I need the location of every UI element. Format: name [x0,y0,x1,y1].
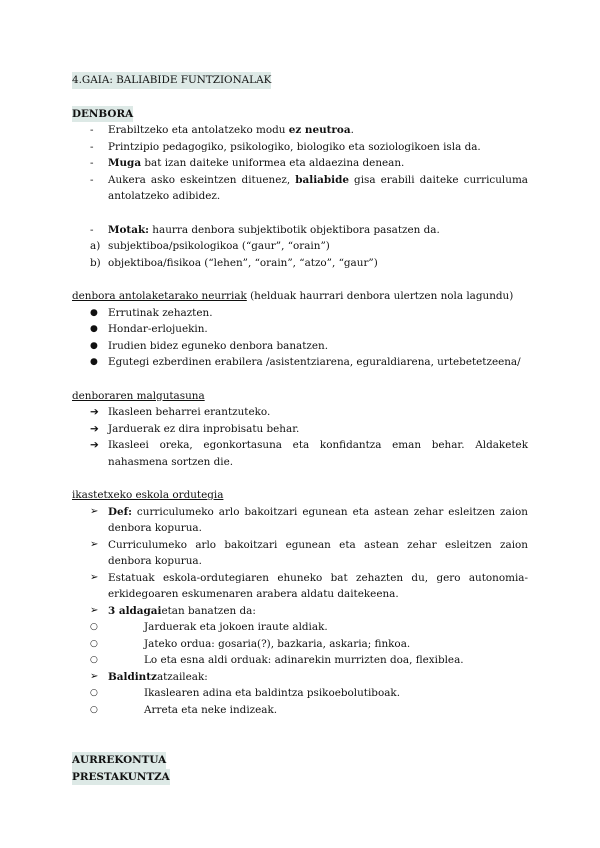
malgutasuna-list [72,404,528,470]
list-item: ○ Ikaslearen adina eta baldintza psikoebolutiboak. [72,685,528,702]
bullet-icon: ● [90,340,98,351]
list-item: ➢ Estatuak eskola-ordutegiaren ehuneko bat zehazten du, gero autonomia-erkidegoaren eskumenaren arabera aldatu daitekeena. [90,571,528,600]
list-item: - Printzipio pedagogiko, psikologiko, biologiko eta soziologikoen isla da. [90,140,481,153]
section-denbora [72,106,528,272]
list-item: ➢ 3 aldagaietan banatzen da: [72,603,528,620]
triangle-arrow-icon: ➢ [90,604,99,616]
list-item: a) subjektiboa/psikologikoa (“gaur”, “orain”) [90,240,330,252]
section-malgutasuna [72,388,528,471]
list-item: ➢ Curriculumeko arlo bakoitzari egunean eta astean zehar esleitzen zaion denbora kopurua. [90,538,528,567]
baldintza-sublist [72,685,528,718]
list-item: ● Egutegi ezberdinen erabilera /asistentziarena, eguraldiarena, urtebetetzeena/ [72,354,528,371]
list-item: ➔ Ikasleei oreka, egonkortasuna eta konfidantza eman behar. Aldaketek nahasmena sortzen die. [90,439,528,468]
list-item: - Aukera asko eskeintzen dituenez, baliabide gisa erabili daiteke curriculuma antolatzeko adibidez. [90,173,528,202]
neurriak-list [72,305,528,371]
doc-title: 4.GAIA: BALIABIDE FUNTZIONALAK [72,72,271,89]
list-item: ● Errutinak zehazten. [72,305,528,322]
denbora-dash-list [72,122,528,205]
list-item: ➢ Baldintzatzaileak: [72,669,528,686]
section-ordutegia [72,487,528,718]
triangle-arrow-icon: ➢ [90,538,99,550]
triangle-arrow-icon: ➢ [90,505,99,517]
ordutegia-list [72,504,528,620]
arrow-icon: ➔ [90,406,99,418]
list-item: ● Irudien bidez eguneko denbora banatzen. [72,338,528,355]
list-item: - Muga bat izan daiteke uniformea eta aldaezina denean. [90,157,405,169]
list-item: ➔ Jarduerak ez dira inprobisatu behar. [72,421,528,438]
section-note-neurriak: (helduak haurrari denbora ulertzen nola lagundu) [246,290,514,302]
arrow-icon: ➔ [90,422,99,435]
circle-bullet-icon: ○ [90,638,98,649]
triangle-arrow-icon: ➢ [90,670,99,682]
document-page [72,72,528,785]
list-item: ➢ Def: curriculumeko arlo bakoitzari egunean eta astean zehar esleitzen zaion denbora kopurua. [90,505,528,534]
list-item: ○ Arreta eta neke indizeak. [72,702,528,719]
list-item: ○ Jarduerak eta jokoen iraute aldiak. [72,619,528,636]
triangle-arrow-icon: ➢ [90,571,99,583]
section-neurriak [72,288,528,371]
footer-headings [72,752,528,785]
motak-sublist [72,238,528,271]
section-heading-aurrekontua: AURREKONTUA [72,752,166,769]
bullet-icon: ● [90,324,98,334]
aldagai-sublist [72,619,528,669]
bullet-icon: ● [90,307,98,318]
circle-bullet-icon: ○ [90,655,98,665]
circle-bullet-icon: ○ [90,704,98,715]
section-heading-malgutasuna: denboraren malgutasuna [72,389,205,402]
list-item: - Motak: haurra denbora subjektibotik objektibora pasatzen da. [90,223,440,236]
list-item: ● Hondar-erlojuekin. [72,321,528,338]
section-heading-ordutegia: ikastetxeko eskola ordutegia [72,489,224,501]
list-item: ○ Lo eta esna aldi orduak: adinarekin murrizten doa, flexiblea. [72,652,528,669]
baldintza-list [72,669,528,686]
bullet-icon: ● [90,357,98,367]
arrow-icon: ➔ [90,439,99,451]
list-item: ➔ Ikasleen beharrei erantzuteko. [72,404,528,421]
doc-title-row [72,72,528,89]
motak-list [72,222,528,239]
section-heading-neurriak: denbora antolaketarako neurriak [72,290,247,302]
section-heading-denbora: DENBORA [72,106,133,123]
list-item: - Erabiltzeko eta antolatzeko modu ez neutroa. [90,124,354,136]
list-item: ○ Jateko ordua: gosaria(?), bazkaria, askaria; finkoa. [72,636,528,653]
circle-bullet-icon: ○ [90,622,98,632]
circle-bullet-icon: ○ [90,688,98,698]
section-heading-prestakuntza: PRESTAKUNTZA [72,769,170,786]
list-item: b) objektiboa/fisikoa (“lehen”, “orain”, “atzo”, “gaur”) [90,256,378,269]
